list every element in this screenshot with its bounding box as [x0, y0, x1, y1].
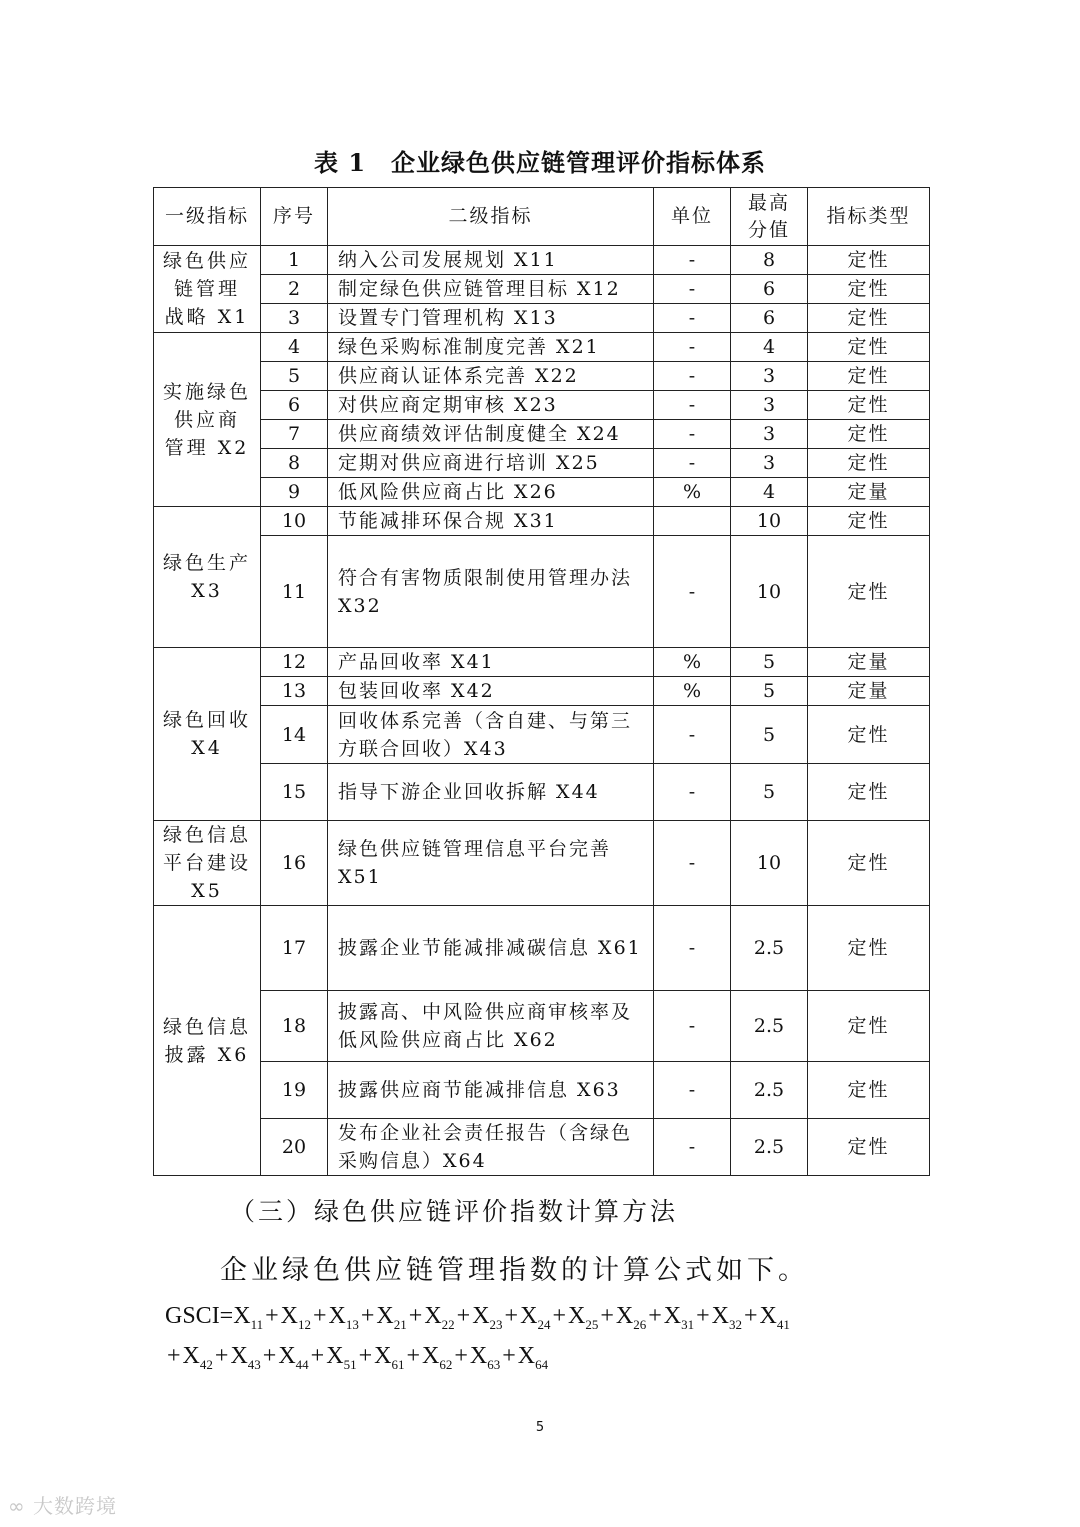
formula-term: X	[567, 1303, 586, 1329]
seq-cell: 10	[261, 507, 328, 536]
watermark-logo	[8, 1490, 117, 1519]
formula-operator: +	[406, 1343, 420, 1369]
type-cell: 定性	[808, 706, 930, 764]
level1-cell	[154, 906, 261, 1176]
type-cell: 定性	[808, 420, 930, 449]
table-row	[154, 536, 930, 648]
level1-line: X4	[191, 737, 223, 759]
watermark-icon: ∞	[8, 1494, 26, 1518]
formula-operator: +	[648, 1303, 662, 1329]
max-score-cell: 10	[731, 536, 808, 648]
max-score-cell: 4	[731, 333, 808, 362]
table-row	[154, 420, 930, 449]
level1-line: 绿色回收	[162, 709, 251, 731]
max-score-cell: 10	[731, 507, 808, 536]
table-row	[154, 764, 930, 821]
seq-cell: 16	[261, 821, 328, 906]
formula-subscript: 11	[250, 1316, 264, 1332]
unit-cell: %	[654, 478, 731, 507]
formula-subscript: 23	[489, 1316, 503, 1332]
seq-cell: 5	[261, 362, 328, 391]
level2-cell: 对供应商定期审核 X23	[328, 391, 654, 420]
level2-cell: 指导下游企业回收拆解 X44	[328, 764, 654, 821]
header-level2: 二级指标	[328, 188, 654, 246]
level1-cell	[154, 821, 261, 906]
level2-cell: 披露企业节能减排减碳信息 X61	[328, 906, 654, 991]
formula-lhs: GSCI=	[165, 1303, 234, 1329]
formula-subscript: 32	[729, 1316, 742, 1332]
unit-cell: -	[654, 991, 731, 1062]
max-score-cell: 6	[731, 304, 808, 333]
max-score-cell: 4	[731, 478, 808, 507]
max-score-cell: 3	[731, 362, 808, 391]
level1-line: X5	[191, 880, 223, 902]
level2-cell: 节能减排环保合规 X31	[328, 507, 654, 536]
formula-operator: +	[360, 1303, 375, 1329]
unit-cell: -	[654, 906, 731, 991]
max-score-cell: 8	[731, 246, 808, 275]
unit-cell: -	[654, 391, 731, 420]
level2-cell: 绿色供应链管理信息平台完善 X51	[328, 821, 654, 906]
type-cell: 定性	[808, 991, 930, 1062]
body-paragraph: 企业绿色供应链管理指数的计算公式如下。	[220, 1255, 809, 1286]
formula-subscript: 64	[535, 1356, 549, 1372]
formula-operator: +	[502, 1343, 516, 1369]
formula-operator: +	[167, 1343, 181, 1369]
level1-line: 绿色生产	[162, 552, 251, 574]
formula-term: X	[326, 1343, 344, 1369]
formula-subscript: 51	[343, 1356, 357, 1372]
formula-subscript: 26	[633, 1316, 647, 1332]
level2-cell: 回收体系完善（含自建、与第三方联合回收）X43	[328, 706, 654, 764]
formula-operator: +	[214, 1343, 229, 1369]
seq-cell: 11	[261, 536, 328, 648]
level1-line: 披露 X6	[164, 1043, 250, 1066]
seq-cell: 19	[261, 1062, 328, 1119]
seq-cell: 12	[261, 648, 328, 677]
table-row	[154, 391, 930, 420]
formula-operator: +	[504, 1303, 519, 1329]
level2-cell: 定期对供应商进行培训 X25	[328, 449, 654, 478]
formula-term: X	[711, 1303, 729, 1329]
level1-line: 绿色信息	[162, 1015, 251, 1038]
table-row	[154, 648, 930, 677]
header-max-score	[731, 188, 808, 246]
formula-term: X	[615, 1303, 634, 1329]
formula-term: X	[469, 1343, 488, 1369]
table-caption: 表 1 企业绿色供应链管理评价指标体系	[313, 148, 767, 177]
unit-cell: -	[654, 246, 731, 275]
table-row	[154, 821, 930, 906]
level1-line: 绿色供应	[162, 250, 251, 272]
level2-cell: 披露供应商节能减排信息 X63	[328, 1062, 654, 1119]
type-cell: 定性	[808, 1119, 930, 1176]
level2-cell: 低风险供应商占比 X26	[328, 478, 654, 507]
table-row	[154, 304, 930, 333]
formula-subscript: 13	[345, 1316, 359, 1332]
level1-cell	[154, 507, 261, 648]
type-cell: 定性	[808, 764, 930, 821]
formula-term: X	[424, 1303, 442, 1329]
table-row	[154, 906, 930, 991]
section-heading: （三）绿色供应链评价指数计算方法	[230, 1197, 679, 1226]
formula-term: X	[517, 1343, 536, 1369]
formula-operator: +	[744, 1303, 758, 1329]
formula-subscript: 21	[393, 1316, 407, 1332]
formula-operator: +	[358, 1343, 373, 1369]
formula-subscript: 61	[391, 1356, 405, 1372]
type-cell: 定性	[808, 304, 930, 333]
unit-cell: -	[654, 275, 731, 304]
type-cell: 定性	[808, 449, 930, 478]
level1-line: 战略 X1	[164, 306, 250, 328]
formula-operator: +	[552, 1303, 566, 1329]
table-row	[154, 677, 930, 706]
max-score-cell: 3	[731, 391, 808, 420]
seq-cell: 18	[261, 991, 328, 1062]
unit-cell: %	[654, 677, 731, 706]
level1-line: 管理 X2	[164, 436, 250, 459]
type-cell: 定量	[808, 648, 930, 677]
formula-term: X	[759, 1303, 777, 1329]
header-unit: 单位	[654, 188, 731, 246]
level2-cell: 供应商认证体系完善 X22	[328, 362, 654, 391]
formula-operator: +	[408, 1303, 423, 1329]
seq-cell: 17	[261, 906, 328, 991]
formula-term: X	[422, 1343, 440, 1369]
type-cell: 定性	[808, 906, 930, 991]
seq-cell: 2	[261, 275, 328, 304]
max-score-cell: 2.5	[731, 1119, 808, 1176]
level1-cell	[154, 648, 261, 821]
unit-cell: -	[654, 449, 731, 478]
type-cell: 定性	[808, 1062, 930, 1119]
max-score-cell: 2.5	[731, 1062, 808, 1119]
formula-term: X	[278, 1343, 296, 1369]
level1-cell	[154, 333, 261, 507]
formula-subscript: 43	[247, 1356, 261, 1372]
level2-cell: 披露高、中风险供应商审核率及低风险供应商占比 X62	[328, 991, 654, 1062]
formula-operator: +	[265, 1303, 279, 1329]
table-row	[154, 1062, 930, 1119]
header-seq: 序号	[261, 188, 328, 246]
seq-cell: 3	[261, 304, 328, 333]
formula-operator: +	[262, 1343, 277, 1369]
type-cell: 定性	[808, 821, 930, 906]
level2-cell: 制定绿色供应链管理目标 X12	[328, 275, 654, 304]
header-level1: 一级指标	[154, 188, 261, 246]
seq-cell: 4	[261, 333, 328, 362]
level1-line: 实施绿色	[162, 380, 251, 403]
max-score-cell: 3	[731, 420, 808, 449]
unit-cell: -	[654, 304, 731, 333]
seq-cell: 13	[261, 677, 328, 706]
formula-term: X	[374, 1343, 392, 1369]
seq-cell: 8	[261, 449, 328, 478]
type-cell: 定量	[808, 677, 930, 706]
table-row	[154, 449, 930, 478]
max-score-cell: 5	[731, 706, 808, 764]
seq-cell: 7	[261, 420, 328, 449]
level2-cell: 符合有害物质限制使用管理办法 X32	[328, 536, 654, 648]
page-number: 5	[535, 1420, 545, 1435]
level1-line: 平台建设	[162, 852, 251, 874]
formula-term: X	[182, 1343, 200, 1369]
type-cell: 定性	[808, 536, 930, 648]
seq-cell: 15	[261, 764, 328, 821]
formula-term: X	[376, 1303, 394, 1329]
table-row	[154, 362, 930, 391]
formula-term: X	[328, 1303, 346, 1329]
type-cell: 定量	[808, 478, 930, 507]
formula-subscript: 25	[585, 1316, 599, 1332]
unit-cell: -	[654, 1062, 731, 1119]
unit-cell: -	[654, 420, 731, 449]
table-row	[154, 706, 930, 764]
seq-cell: 14	[261, 706, 328, 764]
unit-cell: -	[654, 333, 731, 362]
max-score-cell: 10	[731, 821, 808, 906]
table-row	[154, 275, 930, 304]
level1-line: 供应商	[173, 408, 240, 431]
table-row	[154, 478, 930, 507]
seq-cell: 1	[261, 246, 328, 275]
seq-cell: 9	[261, 478, 328, 507]
formula-term: X	[520, 1303, 538, 1329]
table-header-row	[154, 188, 930, 246]
unit-cell: -	[654, 706, 731, 764]
formula-line-1	[165, 1303, 790, 1333]
table-row	[154, 333, 930, 362]
formula-subscript: 12	[297, 1316, 311, 1332]
max-score-cell: 6	[731, 275, 808, 304]
type-cell: 定性	[808, 507, 930, 536]
unit-cell: %	[654, 648, 731, 677]
formula-term: X	[472, 1303, 490, 1329]
formula-term: X	[280, 1303, 298, 1329]
seq-cell: 6	[261, 391, 328, 420]
formula-operator: +	[696, 1303, 710, 1329]
level2-cell: 设置专门管理机构 X13	[328, 304, 654, 333]
max-score-cell: 5	[731, 648, 808, 677]
formula-subscript: 31	[681, 1316, 695, 1332]
unit-cell: -	[654, 1119, 731, 1176]
level1-line: 链管理	[173, 278, 240, 300]
seq-cell: 20	[261, 1119, 328, 1176]
type-cell: 定性	[808, 333, 930, 362]
formula-operator: +	[454, 1343, 468, 1369]
unit-cell: -	[654, 821, 731, 906]
formula-operator: +	[310, 1343, 325, 1369]
type-cell: 定性	[808, 275, 930, 304]
table-row	[154, 246, 930, 275]
formula-operator: +	[456, 1303, 471, 1329]
level2-cell: 产品回收率 X41	[328, 648, 654, 677]
formula-subscript: 22	[441, 1316, 455, 1332]
type-cell: 定性	[808, 391, 930, 420]
level1-cell	[154, 246, 261, 333]
level2-cell: 包装回收率 X42	[328, 677, 654, 706]
max-score-cell: 3	[731, 449, 808, 478]
unit-cell	[654, 507, 731, 536]
formula-line-2	[165, 1343, 548, 1373]
formula-subscript: 24	[537, 1316, 551, 1332]
watermark-text: 大数跨境	[33, 1494, 118, 1518]
indicator-table	[153, 187, 930, 1176]
type-cell: 定性	[808, 362, 930, 391]
formula-subscript: 44	[295, 1356, 309, 1372]
level2-cell: 纳入公司发展规划 X11	[328, 246, 654, 275]
formula-term: X	[663, 1303, 682, 1329]
formula-operator: +	[600, 1303, 614, 1329]
level2-cell: 发布企业社会责任报告（含绿色采购信息）X64	[328, 1119, 654, 1176]
table-row	[154, 507, 930, 536]
formula-subscript: 62	[439, 1356, 453, 1372]
formula-term: X	[233, 1303, 251, 1329]
formula-operator: +	[312, 1303, 327, 1329]
max-score-cell: 2.5	[731, 906, 808, 991]
max-score-cell: 5	[731, 677, 808, 706]
max-score-cell: 5	[731, 764, 808, 821]
header-max-score-line2: 分值	[747, 218, 790, 241]
level1-line: X3	[191, 580, 223, 602]
level1-line: 绿色信息	[162, 824, 251, 846]
type-cell: 定性	[808, 246, 930, 275]
formula-subscript: 63	[487, 1356, 501, 1372]
formula-subscript: 41	[776, 1316, 790, 1332]
unit-cell: -	[654, 536, 731, 648]
level2-cell: 绿色采购标准制度完善 X21	[328, 333, 654, 362]
max-score-cell: 2.5	[731, 991, 808, 1062]
formula-term: X	[230, 1343, 248, 1369]
table-row	[154, 1119, 930, 1176]
unit-cell: -	[654, 764, 731, 821]
formula-subscript: 42	[199, 1356, 213, 1372]
header-type: 指标类型	[808, 188, 930, 246]
header-max-score-line1: 最高	[747, 191, 790, 214]
level2-cell: 供应商绩效评估制度健全 X24	[328, 420, 654, 449]
table-row	[154, 991, 930, 1062]
unit-cell: -	[654, 362, 731, 391]
